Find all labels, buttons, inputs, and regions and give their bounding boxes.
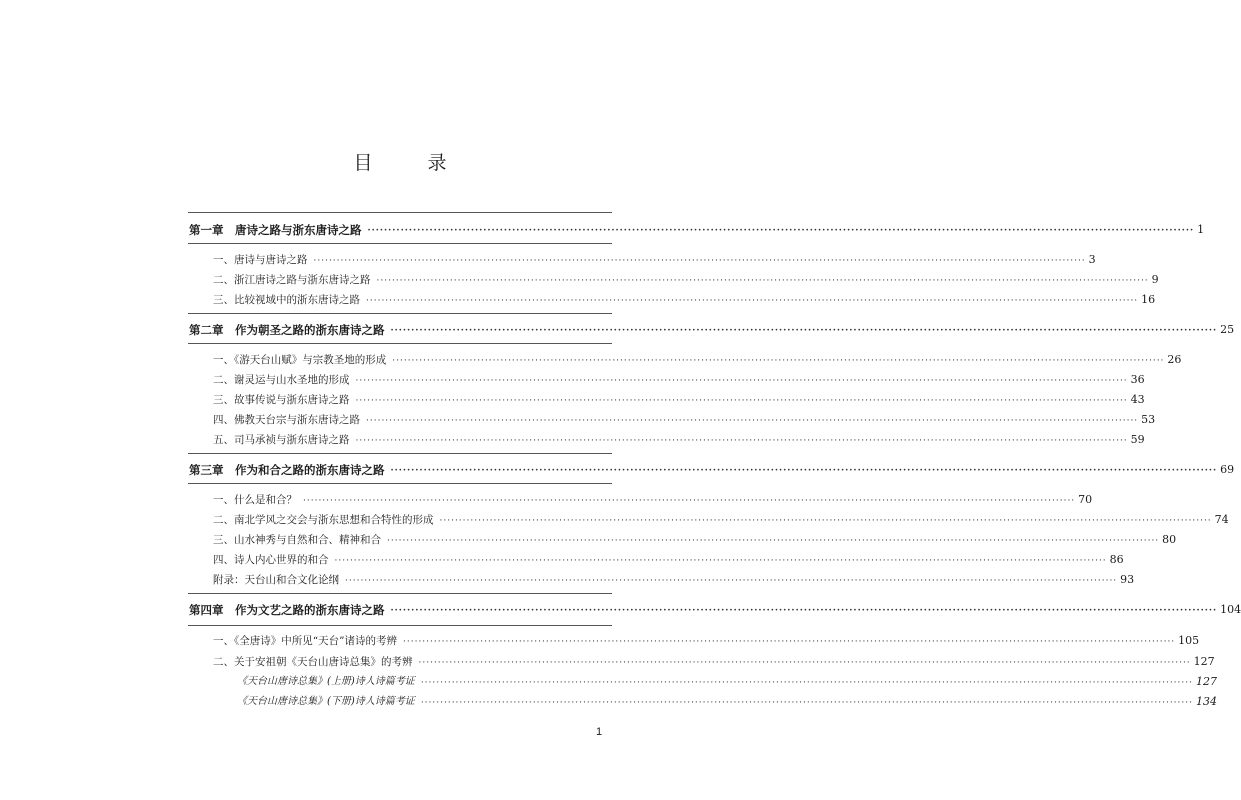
dot-leader: ········································································································································································································	[366, 416, 1139, 426]
toc-entry-section[interactable]	[213, 512, 1229, 528]
page-number: 1	[596, 726, 603, 738]
chapter-rule	[188, 625, 612, 626]
toc-entry-page: 74	[1214, 513, 1229, 526]
toc-entry-section[interactable]	[213, 432, 1145, 448]
toc-entry-subsection[interactable]	[237, 674, 1217, 690]
toc-entry-label: 《天台山唐诗总集》(下册)诗人诗篇考证	[237, 696, 415, 707]
dot-leader: ········································································································································································································	[387, 536, 1160, 546]
dot-leader: ········································································································································································································	[303, 496, 1076, 506]
toc-entry-section[interactable]	[213, 292, 1156, 308]
dot-leader: ········································································································································································································	[420, 698, 1193, 708]
chapter-rule	[188, 453, 612, 454]
chapter-rule	[188, 343, 612, 344]
toc-entry-page: 80	[1162, 533, 1177, 546]
dot-leader: ········································································································································································································	[439, 516, 1212, 526]
toc-entry-label: 二、南北学风之交会与浙东思想和合特性的形成	[213, 514, 434, 526]
chapter-rule	[188, 212, 612, 213]
dot-leader: ········································································································································································································	[334, 556, 1107, 566]
toc-entry-label: 二、谢灵运与山水圣地的形成	[213, 374, 350, 386]
toc-entry-label: 第一章 唐诗之路与浙东唐诗之路	[189, 223, 362, 237]
toc-entry-chapter[interactable]	[189, 462, 1235, 478]
dot-leader: ········································································································································································································	[420, 678, 1193, 688]
toc-entry-page: 53	[1141, 413, 1156, 426]
toc-entry-label: 附录：天台山和合文化论纲	[213, 574, 339, 586]
toc-entry-label: 一、《全唐诗》中所见“天台”诸诗的考辨	[213, 635, 397, 647]
toc-entry-page: 134	[1195, 695, 1217, 708]
toc-entry-label: 一、《游天台山赋》与宗教圣地的形成	[213, 354, 387, 366]
toc-entry-page: 86	[1109, 553, 1124, 566]
dot-leader: ········································································································································································································	[345, 576, 1118, 586]
dot-leader: ········································································································································································································	[355, 436, 1128, 446]
toc-entry-label: 四、佛教天台宗与浙东唐诗之路	[213, 414, 360, 426]
toc-entry-page: 127	[1193, 655, 1215, 668]
toc-entry-label: 一、唐诗与唐诗之路	[213, 254, 308, 266]
toc-entry-chapter[interactable]	[189, 602, 1241, 618]
toc-entry-label: 二、浙江唐诗之路与浙东唐诗之路	[213, 274, 371, 286]
dot-leader: ········································································································································································································	[367, 226, 1195, 236]
toc-entry-page: 127	[1195, 675, 1217, 688]
toc-entry-label: 五、司马承祯与浙东唐诗之路	[213, 434, 350, 446]
toc-entry-page: 59	[1130, 433, 1145, 446]
dot-leader: ········································································································································································································	[366, 296, 1139, 306]
toc-entry-section[interactable]	[213, 372, 1145, 388]
dot-leader: ········································································································································································································	[418, 658, 1191, 668]
toc-entry-subsection[interactable]	[237, 694, 1217, 710]
toc-entry-section[interactable]	[213, 633, 1200, 649]
toc-entry-section[interactable]	[213, 352, 1182, 368]
toc-entry-label: 一、什么是和合？	[213, 494, 297, 506]
dot-leader: ········································································································································································································	[390, 466, 1218, 476]
toc-entry-page: 3	[1088, 253, 1096, 266]
toc-entry-label: 二、关于安祖朝《天台山唐诗总集》的考辨	[213, 656, 413, 668]
toc-entry-label: 四、诗人内心世界的和合	[213, 554, 329, 566]
toc-title: 目 录	[353, 152, 465, 174]
chapter-rule	[188, 243, 612, 244]
toc-entry-page: 69	[1220, 463, 1235, 476]
toc-entry-page: 93	[1120, 573, 1135, 586]
toc-entry-label: 《天台山唐诗总集》(上册)诗人诗篇考证	[237, 676, 415, 687]
toc-entry-section[interactable]	[213, 654, 1215, 670]
toc-entry-label: 第三章 作为和合之路的浙东唐诗之路	[189, 463, 385, 477]
toc-entry-label: 第四章 作为文艺之路的浙东唐诗之路	[189, 603, 385, 617]
toc-entry-section[interactable]	[213, 252, 1096, 268]
toc-entry-section[interactable]	[213, 412, 1156, 428]
toc-entry-page: 16	[1141, 293, 1156, 306]
toc-entry-page: 43	[1130, 393, 1145, 406]
toc-entry-label: 三、故事传说与浙东唐诗之路	[213, 394, 350, 406]
toc-entry-section[interactable]	[213, 392, 1145, 408]
dot-leader: ········································································································································································································	[313, 256, 1086, 266]
toc-entry-label: 三、比较视域中的浙东唐诗之路	[213, 294, 360, 306]
chapter-rule	[188, 593, 612, 594]
dot-leader: ········································································································································································································	[403, 637, 1176, 647]
toc-entry-section[interactable]	[213, 272, 1159, 288]
toc-entry-page: 1	[1197, 223, 1205, 236]
toc-entry-page: 25	[1220, 323, 1235, 336]
chapter-rule	[188, 313, 612, 314]
toc-entry-page: 36	[1130, 373, 1145, 386]
toc-entry-page: 9	[1151, 273, 1159, 286]
toc-entry-page: 26	[1167, 353, 1182, 366]
toc-entry-section[interactable]	[213, 492, 1093, 508]
toc-entry-label: 三、山水神秀与自然和合、精神和合	[213, 534, 381, 546]
toc-entry-section[interactable]	[213, 572, 1135, 588]
toc-entry-page: 70	[1078, 493, 1093, 506]
dot-leader: ········································································································································································································	[355, 396, 1128, 406]
dot-leader: ········································································································································································································	[390, 326, 1218, 336]
dot-leader: ········································································································································································································	[376, 276, 1149, 286]
chapter-rule	[188, 483, 612, 484]
dot-leader: ········································································································································································································	[390, 606, 1218, 616]
dot-leader: ········································································································································································································	[392, 356, 1165, 366]
dot-leader: ········································································································································································································	[355, 376, 1128, 386]
toc-entry-chapter[interactable]	[189, 322, 1235, 338]
toc-entry-section[interactable]	[213, 532, 1177, 548]
toc-entry-chapter[interactable]	[189, 222, 1205, 238]
toc-entry-page: 105	[1178, 634, 1200, 647]
toc-entry-page: 104	[1220, 603, 1241, 616]
toc-entry-label: 第二章 作为朝圣之路的浙东唐诗之路	[189, 323, 385, 337]
toc-entry-section[interactable]	[213, 552, 1124, 568]
